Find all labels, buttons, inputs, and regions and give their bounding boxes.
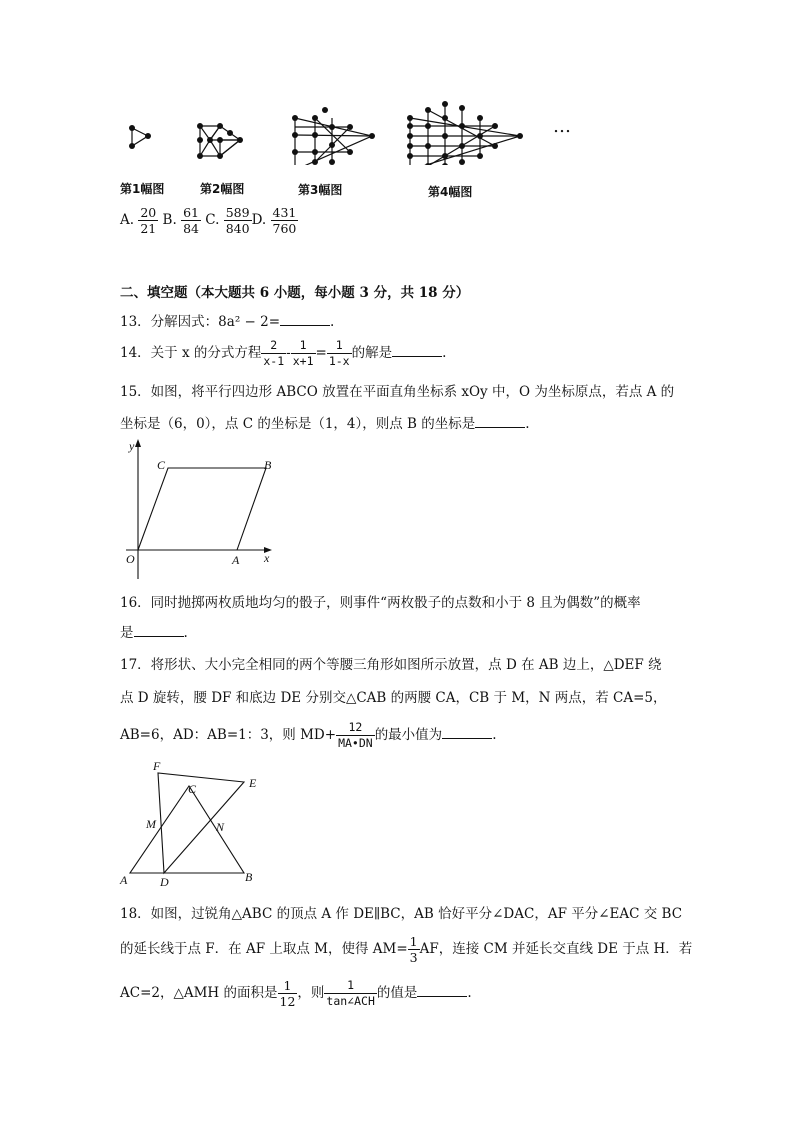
answer-blank [392,343,442,357]
parallelogram-figure [112,436,287,581]
question-17-line2: 点 D 旋转，腰 DF 和底边 DE 分别交△CAB 的两腰 CA，CB 于 M，N 两点，若 CA=5， [120,690,667,706]
question-16-line1: 16．同时抛掷两枚质地均匀的骰子，则事件“两枚骰子的点数和小于 8 且为偶数”的概率 [120,595,641,611]
axis-label-y: y [129,439,135,453]
ellipsis: … [553,116,573,137]
figure-caption-3: 第3幅图 [298,183,343,197]
point-label-e: E [249,776,257,790]
figure-caption-4: 第4幅图 [428,185,473,199]
option-d: D. $\frac{431}{760}$ [251,205,297,236]
question-15-line2: 坐标是（6，0），点 C 的坐标是（1，4），则点 B 的坐标是 . [120,416,530,432]
option-c: C. $\frac{589}{840}$ [205,205,250,236]
point-label-o: O [126,552,135,566]
question-13: 13．分解因式：8a² − 2= . [120,314,335,330]
point-label-a: A [232,553,240,567]
question-16-line2: 是 . [120,625,188,641]
point-label-a: A [120,873,128,887]
question-17-line1: 17．将形状、大小完全相同的两个等腰三角形如图所示放置，点 D 在 AB 边上，△DEF 绕 [120,657,662,673]
point-label-b: B [245,870,253,884]
question-18-line1: 18．如图，过锐角△ABC 的顶点 A 作 DE∥BC，AB 恰好平分∠DAC，AF 平分∠EAC 交 BC [120,906,683,922]
figure-caption-1: 第1幅图 [120,182,165,196]
question-17-line3: AB=6，AD：AB=1：3，则 MD+ $\frac{12}{MA•DN}$ 的最小值为 . [120,720,497,750]
point-label-n: N [216,820,225,834]
question-18-line2: 的延长线于点 F．在 AF 上取点 M，使得 AM= $\frac{1}{3}$ AF，连接 CM 并延长交直线 DE 于点 H．若 [120,934,693,965]
triangles-figure [112,756,272,891]
answer-blank [280,312,330,326]
answer-blank [417,983,467,997]
axis-label-x: x [264,551,270,565]
question-14: 14．关于 x 的分式方程 $\frac{2}{x-1}$ - $\frac{1}{x+1}$ = $\frac{1}{1-x}$ 的解是 . [120,338,447,368]
answer-blank [134,623,184,637]
dot-pattern-figures [110,90,590,165]
question-15-line1: 15．如图，将平行四边形 ABCO 放置在平面直角坐标系 xOy 中，O 为坐标原点，若点 A 的 [120,384,675,400]
answer-blank [475,414,525,428]
option-b: B. $\frac{61}{84}$ [162,205,199,236]
answer-blank [442,725,492,739]
answer-options [120,205,298,236]
section-title: 二、填空题（本大题共 6 小题，每小题 3 分，共 18 分） [120,285,470,301]
point-label-b: B [264,458,272,472]
point-label-c: C [188,782,197,796]
point-label-c: C [157,458,166,472]
question-18-line3: AC=2，△AMH 的面积是 $\frac{1}{12}$ ，则 $\frac{1}{\text{tan∠ACH}}$ 的值是 . [120,978,472,1009]
point-label-m: M [146,817,156,831]
figure-caption-2: 第2幅图 [200,182,245,196]
point-label-f: F [153,759,161,773]
option-a: A. $\frac{20}{21}$ [120,205,157,236]
point-label-d: D [160,875,169,889]
